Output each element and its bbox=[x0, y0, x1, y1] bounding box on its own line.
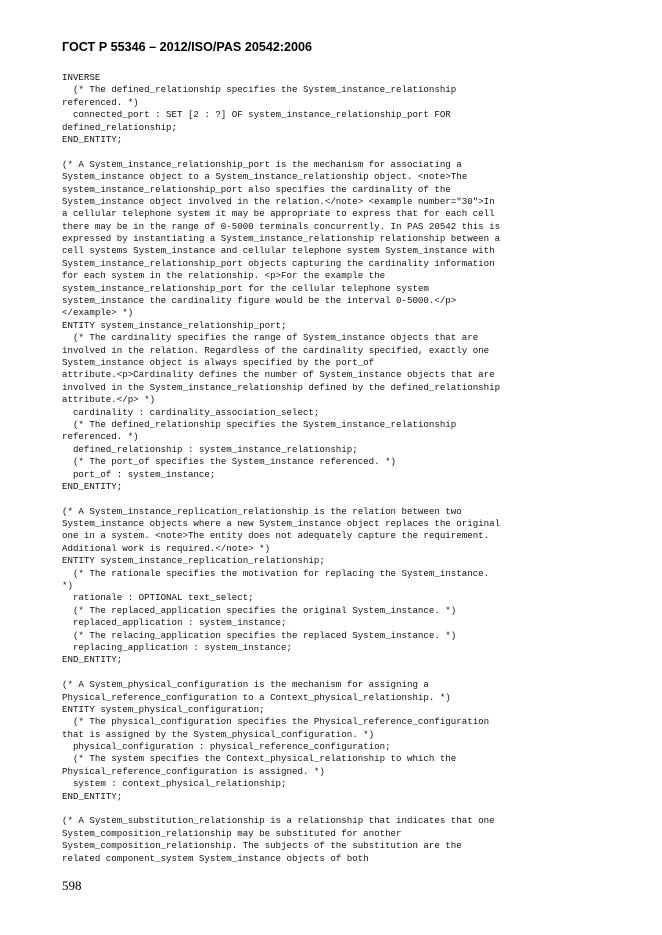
code-line: cell systems System_instance and cellular telephone system System_instance with bbox=[62, 245, 495, 257]
code-line: Physical_reference_configuration is assigned. *) bbox=[62, 765, 325, 777]
code-line bbox=[62, 667, 622, 679]
document-header: ГОСТ Р 55346 – 2012/ISO/PAS 20542:2006 bbox=[62, 40, 313, 54]
code-line: System_composition_relationship. The subjects of the substitution are the bbox=[62, 840, 462, 852]
code-line: cardinality : cardinality_association_select; bbox=[62, 406, 320, 418]
code-line: (* The system specifies the Context_physical_relationship to which the bbox=[62, 753, 457, 765]
code-line: (* The port_of specifies the System_instance referenced. *) bbox=[62, 456, 397, 468]
code-line: for each system in the relationship. <p>For the example the bbox=[62, 270, 386, 282]
code-line bbox=[62, 146, 622, 158]
code-line: System_instance object involved in the relation.</note> <example number="30">In bbox=[62, 195, 495, 207]
code-line: involved in the relation. Regardless of the cardinality specified, exactly one bbox=[62, 344, 490, 356]
code-line: Additional work is required.</note> *) bbox=[62, 542, 271, 554]
code-line: System_instance object is always specified by the port_of bbox=[62, 356, 375, 368]
code-line: INVERSE bbox=[62, 72, 101, 83]
code-line: (* A System_substitution_relationship is a relationship that indicates that one bbox=[62, 815, 495, 827]
code-line: referenced. *) bbox=[62, 431, 139, 443]
code-line: attribute.</p> *) bbox=[62, 394, 156, 406]
code-line: System_instance object to a System_instance_relationship object. <note>The bbox=[62, 171, 468, 183]
code-line: ENTITY system_instance_relationship_port; bbox=[62, 319, 287, 331]
code-line: (* The defined_relationship specifies the System_instance_relationship bbox=[62, 418, 457, 430]
code-line: (* The cardinality specifies the range of System_instance objects that are bbox=[62, 332, 479, 344]
code-line: one in a system. <note>The entity does not adequately capture the requirement. bbox=[62, 530, 490, 542]
code-line: (* A System_instance_relationship_port is the mechanism for associating a bbox=[62, 158, 462, 170]
code-line: (* The relacing_application specifies the replaced System_instance. *) bbox=[62, 629, 457, 641]
code-line: port_of : system_instance; bbox=[62, 468, 216, 480]
code-line: related component_system System_instance objects of both bbox=[62, 852, 369, 864]
code-line: (* The defined_relationship specifies the System_instance_relationship bbox=[62, 84, 457, 96]
code-line: Physical_reference_configuration to a Context_physical_relationship. *) bbox=[62, 691, 451, 703]
code-line: replacing_application : system_instance; bbox=[62, 641, 292, 653]
code-line bbox=[62, 493, 622, 505]
code-line: System_composition_relationship may be substituted for another bbox=[62, 827, 402, 839]
code-line: physical_configuration : physical_reference_configuration; bbox=[62, 741, 391, 753]
code-line: defined_relationship; bbox=[62, 121, 177, 133]
code-line bbox=[62, 803, 622, 815]
code-line: (* A System_instance_replication_relationship is the relation between two bbox=[62, 505, 462, 517]
code-line: *) bbox=[62, 580, 73, 592]
code-line: that is assigned by the System_physical_configuration. *) bbox=[62, 728, 375, 740]
code-line: END_ENTITY; bbox=[62, 790, 123, 802]
code-line: System_instance_relationship_port objects capturing the cardinality information bbox=[62, 257, 495, 269]
code-line: system_instance the cardinality figure would be the interval 0-5000.</p> bbox=[62, 295, 457, 307]
code-line: replaced_application : system_instance; bbox=[62, 617, 287, 629]
code-line: a cellular telephone system it may be appropriate to express that for each cell bbox=[62, 208, 495, 220]
code-line: END_ENTITY; bbox=[62, 133, 123, 145]
code-line: END_ENTITY; bbox=[62, 654, 123, 666]
code-line: (* A System_physical_configuration is the mechanism for assigning a bbox=[62, 679, 429, 691]
code-line: there may be in the range of 0-5000 terminals concurrently. In PAS 20542 this is bbox=[62, 220, 501, 232]
code-line: (* The rationale specifies the motivation for replacing the System_instance. bbox=[62, 567, 490, 579]
code-line: system : context_physical_relationship; bbox=[62, 778, 287, 790]
code-line: rationale : OPTIONAL text_select; bbox=[62, 592, 254, 604]
code-line: system_instance_relationship_port also specifies the cardinality of the bbox=[62, 183, 451, 195]
code-line: ENTITY system_physical_configuration; bbox=[62, 703, 265, 715]
page-number: 598 bbox=[62, 878, 82, 893]
code-line: expressed by instantiating a System_instance_relationship relationship between a bbox=[62, 233, 501, 245]
code-line: (* The replaced_application specifies the original System_instance. *) bbox=[62, 604, 457, 616]
code-line: END_ENTITY; bbox=[62, 480, 123, 492]
code-line: referenced. *) bbox=[62, 96, 139, 108]
code-line: system_instance_relationship_port for the cellular telephone system bbox=[62, 282, 429, 294]
code-line: involved in the System_instance_relationship defined by the defined_relationship bbox=[62, 381, 501, 393]
express-code-block bbox=[62, 72, 622, 865]
code-line: (* The physical_configuration specifies the Physical_reference_configuration bbox=[62, 716, 490, 728]
code-line: ENTITY system_instance_replication_relationship; bbox=[62, 555, 325, 567]
code-line: System_instance objects where a new System_instance object replaces the original bbox=[62, 518, 501, 530]
code-line: attribute.<p>Cardinality defines the number of System_instance objects that are bbox=[62, 369, 495, 381]
code-line: </example> *) bbox=[62, 307, 134, 319]
code-line: connected_port : SET [2 : ?] OF system_instance_relationship_port FOR bbox=[62, 109, 451, 121]
code-line: defined_relationship : system_instance_relationship; bbox=[62, 443, 358, 455]
